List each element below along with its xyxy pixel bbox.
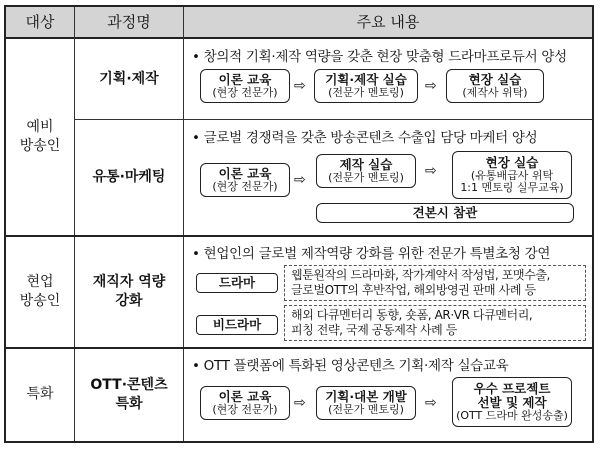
marketing-step-theory bbox=[200, 163, 290, 197]
target-prospective: 예비 방송인 bbox=[19, 119, 61, 154]
step-title: 이론 교육 bbox=[218, 166, 272, 181]
course-reinforce: 재직자 역량 강화 bbox=[92, 273, 166, 309]
course-ott: OTT·콘텐츠 특화 bbox=[90, 376, 168, 412]
step-title: 이론 교육 bbox=[218, 389, 272, 404]
track-nondrama-desc bbox=[284, 305, 586, 341]
step-title: 현장 실습 bbox=[468, 72, 522, 87]
marketing-step-field bbox=[452, 151, 572, 199]
step-sub: (전문가 멘토링) bbox=[328, 86, 404, 99]
desc-line: 피칭 전략, 국제 공동제작 사례 등 bbox=[291, 323, 457, 337]
planning-step-theory bbox=[200, 69, 290, 103]
step-title: 기획·대본 개발 bbox=[325, 389, 407, 404]
marketing-step-practice bbox=[316, 154, 416, 188]
target-specialized: 특화 bbox=[26, 386, 54, 402]
step-sub: (전문가 멘토링) bbox=[328, 403, 404, 416]
step-title: 이론 교육 bbox=[218, 72, 272, 87]
arrow-right-icon: ⇨ bbox=[294, 395, 306, 411]
planning-bullet: • 창의적 기획·제작 역량을 갖춘 현장 맞춤형 드라마프로듀서 양성 bbox=[192, 49, 567, 65]
step-sub: (전문가 멘토링) bbox=[328, 171, 404, 184]
step-sub: (유통배급사 위탁 1:1 멘토링 실무교육) bbox=[460, 169, 564, 194]
desc-line: 해외 다큐멘터리 동향, 숏폼, AR·VR 다큐멘터리, bbox=[291, 308, 533, 322]
arrow-right-icon: ⇨ bbox=[425, 163, 437, 179]
step-title: 견본시 참관 bbox=[412, 205, 478, 220]
step-title: 현장 실습 bbox=[485, 155, 539, 170]
step-sub: (OTT 드라마 완성송출) bbox=[456, 409, 568, 422]
marketing-trade-show bbox=[316, 203, 574, 223]
track-nondrama-tag: 비드라마 bbox=[196, 315, 278, 335]
step-title: 우수 프로젝트 선발 및 제작 bbox=[473, 381, 551, 410]
marketing-bullet: • 글로벌 경쟁력을 갖춘 방송콘텐츠 수출입 담당 마케터 양성 bbox=[192, 130, 538, 146]
header-content: 주요 내용 bbox=[356, 13, 420, 31]
planning-step-practice bbox=[314, 69, 418, 103]
arrow-right-icon: ⇨ bbox=[294, 172, 306, 188]
ott-step-develop bbox=[316, 386, 416, 420]
course-marketing: 유통·마케팅 bbox=[92, 169, 166, 185]
track-drama-desc bbox=[284, 265, 586, 301]
target-incumbent: 현업 방송인 bbox=[19, 273, 61, 309]
program-table bbox=[4, 5, 594, 443]
ott-step-select bbox=[452, 377, 572, 427]
arrow-right-icon: ⇨ bbox=[425, 78, 437, 94]
table-header bbox=[6, 7, 592, 39]
reinforce-bullet: • 현업인의 글로벌 제작역량 강화를 위한 전문가 특별초청 강연 bbox=[192, 246, 551, 262]
ott-bullet: • OTT 플랫폼에 특화된 영상콘텐츠 기획·제작 실습교육 bbox=[192, 358, 509, 374]
planning-step-field bbox=[446, 69, 544, 103]
arrow-right-icon: ⇨ bbox=[294, 78, 306, 94]
course-planning: 기획·제작 bbox=[99, 70, 159, 87]
header-target: 대상 bbox=[25, 13, 55, 31]
arrow-right-icon: ⇨ bbox=[425, 395, 437, 411]
desc-line: 글로벌OTT의 후반작업, 해외방영권 판매 사례 등 bbox=[291, 283, 536, 297]
step-sub: (현장 전문가) bbox=[212, 86, 278, 99]
step-sub: (현장 전문가) bbox=[212, 403, 278, 416]
step-sub: (제작사 위탁) bbox=[462, 86, 528, 99]
track-drama-tag: 드라마 bbox=[196, 273, 278, 293]
step-title: 기획·제작 실습 bbox=[325, 72, 407, 87]
column-divider bbox=[183, 7, 184, 441]
desc-line: 웹툰원작의 드라마화, 작가계약서 작성법, 포맷수출, bbox=[291, 268, 550, 282]
step-title: 제작 실습 bbox=[339, 157, 393, 172]
step-sub: (현장 전문가) bbox=[212, 180, 278, 193]
header-course: 과정명 bbox=[107, 13, 151, 31]
ott-step-theory bbox=[200, 386, 290, 420]
